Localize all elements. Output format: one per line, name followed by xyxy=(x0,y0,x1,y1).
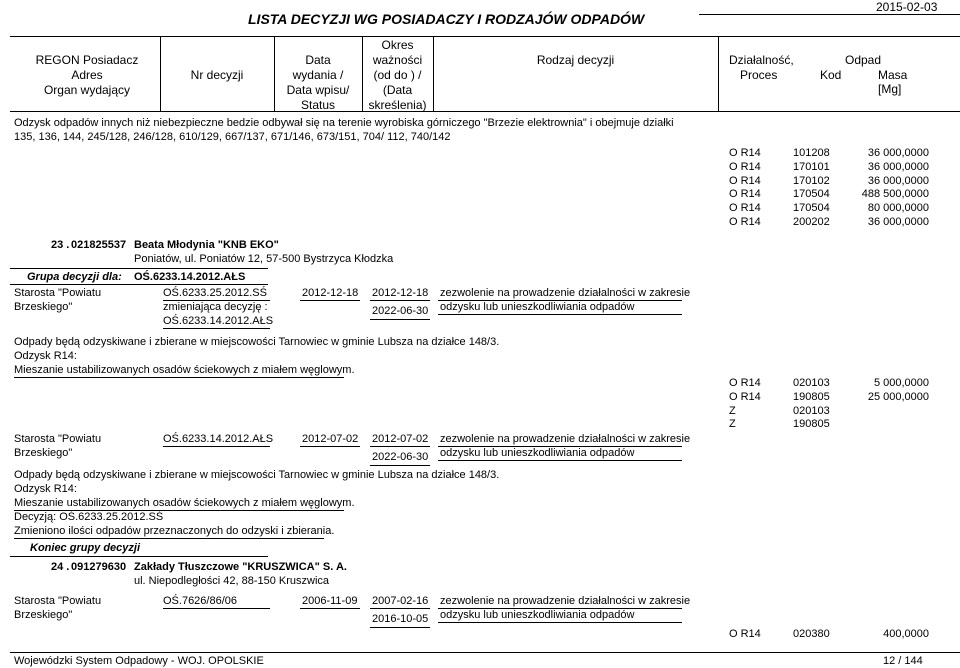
waste-code-row: Z 020103 xyxy=(729,404,830,417)
entity-address: ul. Niepodległości 42, 88-150 Kruszwica xyxy=(134,575,330,587)
header-divider xyxy=(433,36,434,111)
waste-code-row: O R14 200202 36 000,0000 xyxy=(729,215,929,228)
footer-page-number: 12 / 144 xyxy=(883,655,923,667)
underline xyxy=(370,608,430,609)
decision-description-2: Odzysk R14: xyxy=(14,483,77,495)
waste-code-row: O R14 170101 36 000,0000 xyxy=(729,160,929,173)
underline xyxy=(370,627,430,628)
decision-description-5: Zmieniono ilości odpadów przeznaczonych do odzyski i zbierania. xyxy=(14,525,335,537)
underline xyxy=(300,300,360,301)
waste-code-row: Z 190805 xyxy=(729,418,830,431)
header-col-regon: REGON Posiadacz Adres Organ wydający xyxy=(35,53,139,97)
underline xyxy=(438,622,682,623)
entity-regon: 091279630 xyxy=(71,561,127,573)
entity-number: 24 . xyxy=(51,561,70,573)
valid-to: 2022-06-30 xyxy=(372,305,429,317)
header-col-dates: Data wydania / Data wpisu/ Status xyxy=(286,53,350,112)
header-col-mass: Masa xyxy=(878,68,908,82)
waste-code-row: O R14 170504 80 000,0000 xyxy=(729,202,929,215)
underline xyxy=(370,446,430,447)
organ-line-1: Starosta "Powiatu xyxy=(14,287,102,299)
header-col-mass-unit: [Mg] xyxy=(878,82,902,96)
header-col-nr: Nr decyzji xyxy=(190,68,244,82)
valid-from: 2007-02-16 xyxy=(372,595,429,607)
underline xyxy=(14,510,344,511)
header-col-code: Kod xyxy=(820,68,842,82)
organ-line-1: Starosta "Powiatu xyxy=(14,433,102,445)
entity-name: Zakłady Tłuszczowe "KRUSZWICA" S. A. xyxy=(134,561,347,573)
decision-description-2: Odzysk R14: xyxy=(14,350,77,362)
underline xyxy=(438,314,682,315)
waste-codes-3 xyxy=(729,628,929,642)
waste-code-row: O R14 170504 488 500,0000 xyxy=(729,188,929,201)
underline xyxy=(163,608,270,609)
entity-number: 23 . xyxy=(51,239,70,251)
valid-to: 2022-06-30 xyxy=(372,451,429,463)
decision-description-3: Mieszanie ustabilizowanych osadów ściekowych z miałem węglowym. xyxy=(14,364,355,376)
underline xyxy=(370,319,430,320)
organ-line-2: Brzeskiego" xyxy=(14,609,73,621)
underline xyxy=(300,608,360,609)
issue-date: 2006-11-09 xyxy=(302,595,358,607)
waste-code-row: O R14 020103 5 000,0000 xyxy=(729,377,929,389)
underline xyxy=(438,460,682,461)
decision-description-1: Odpady będą odzyskiwane i zbierane w miejscowości Tarnowiec w gminie Lubsza na działce 148/3. xyxy=(14,469,500,481)
decision-description-4: Decyzją: OŚ.6233.25.2012.SŚ xyxy=(14,511,164,523)
intro-line-1: Odzysk odpadów innych niż niebezpieczne bedzie odbywał się na terenie wyrobiska górniczego "Brzezie elektrownia" i obejmuje działki xyxy=(14,117,674,129)
decision-number: OŚ.6233.25.2012.SŚ xyxy=(163,287,267,299)
issue-date: 2012-07-02 xyxy=(302,433,359,445)
entity-regon: 021825537 xyxy=(71,239,127,251)
group-end-label: Koniec grupy decyzji xyxy=(30,542,141,554)
waste-code-row: O R14 020380 400,0000 xyxy=(729,628,929,640)
group-bottom-border xyxy=(10,284,268,285)
waste-codes-2 xyxy=(729,377,929,432)
header-col-waste: Odpad xyxy=(845,53,882,67)
underline xyxy=(438,300,682,301)
underline xyxy=(14,377,344,378)
decision-description-3: Mieszanie ustabilizowanych osadów ściekowych z miałem węglowym. xyxy=(14,497,355,509)
intro-line-2: 135, 136, 144, 245/128, 246/128, 610/129, 667/137, 671/146, 673/151, 704/ 112, 740/142 xyxy=(14,131,451,143)
valid-from: 2012-12-18 xyxy=(372,287,429,299)
valid-from: 2012-07-02 xyxy=(372,433,429,445)
waste-code-row: O R14 170102 36 000,0000 xyxy=(729,174,929,187)
waste-code-row: O R14 190805 25 000,0000 xyxy=(729,390,929,403)
group-value: OŚ.6233.14.2012.AŁS xyxy=(134,271,246,283)
decision-type-1: zezwolenie na prowadzenie działalności w zakresie xyxy=(440,595,691,607)
organ-line-2: Brzeskiego" xyxy=(14,447,73,459)
underline xyxy=(370,465,430,466)
entity-address: Poniatów, ul. Poniatów 12, 57-500 Bystrzyca Kłodzka xyxy=(134,253,394,265)
decision-amends-label: zmieniająca decyzję : xyxy=(163,301,268,313)
decision-description-1: Odpady będą odzyskiwane i zbierane w miejscowości Tarnowiec w gminie Lubsza na działce 148/3. xyxy=(14,336,500,348)
decision-type-2: odzysku lub unieszkodliwiania odpadów xyxy=(440,609,635,621)
header-bottom-border xyxy=(10,111,960,112)
report-title: LISTA DECYZJI WG POSIADACZY I RODZAJÓW ODPADÓW xyxy=(248,11,645,27)
header-col-validity: Okres ważności (od do ) / (Data skreślenia) xyxy=(368,38,427,112)
decision-number: OŚ.6233.14.2012.AŁS xyxy=(163,433,274,445)
organ-line-2: Brzeskiego" xyxy=(14,301,73,313)
header-divider xyxy=(718,36,719,111)
decision-type-1: zezwolenie na prowadzenie działalności w zakresie xyxy=(440,433,691,445)
footer-border xyxy=(10,652,960,653)
underline xyxy=(163,300,270,301)
decision-number: OŚ.7626/86/06 xyxy=(163,595,238,607)
header-top-border xyxy=(10,36,960,37)
underline xyxy=(370,300,430,301)
group-top-border xyxy=(10,268,268,269)
underline xyxy=(163,446,270,447)
underline xyxy=(438,446,682,447)
date-underline xyxy=(699,14,960,15)
header-col-activity: Działalność, xyxy=(729,53,794,67)
organ-line-1: Starosta "Powiatu xyxy=(14,595,102,607)
decision-type-2: odzysku lub unieszkodliwiania odpadów xyxy=(440,447,635,459)
group-end-border xyxy=(10,556,268,557)
decision-type-2: odzysku lub unieszkodliwiania odpadów xyxy=(440,301,635,313)
header-col-type: Rodzaj decyzji xyxy=(536,53,615,67)
entity-name: Beata Młodynia "KNB EKO" xyxy=(134,239,279,251)
header-col-process: Proces xyxy=(740,68,778,82)
waste-codes-1 xyxy=(729,147,929,230)
waste-code-row: O R14 101208 36 000,0000 xyxy=(729,147,929,159)
group-label: Grupa decyzji dla: xyxy=(27,271,122,283)
decision-type-1: zezwolenie na prowadzenie działalności w zakresie xyxy=(440,287,691,299)
decision-amended-number: OŚ.6233.14.2012.AŁS xyxy=(163,315,274,327)
underline xyxy=(163,328,270,329)
underline xyxy=(300,446,360,447)
footer-system-name: Wojewódzki System Odpadowy - WOJ. OPOLSKIE xyxy=(14,655,264,667)
valid-to: 2016-10-05 xyxy=(372,613,429,625)
report-date: 2015-02-03 xyxy=(876,0,938,14)
underline xyxy=(438,608,682,609)
underline xyxy=(14,538,324,539)
issue-date: 2012-12-18 xyxy=(302,287,359,299)
